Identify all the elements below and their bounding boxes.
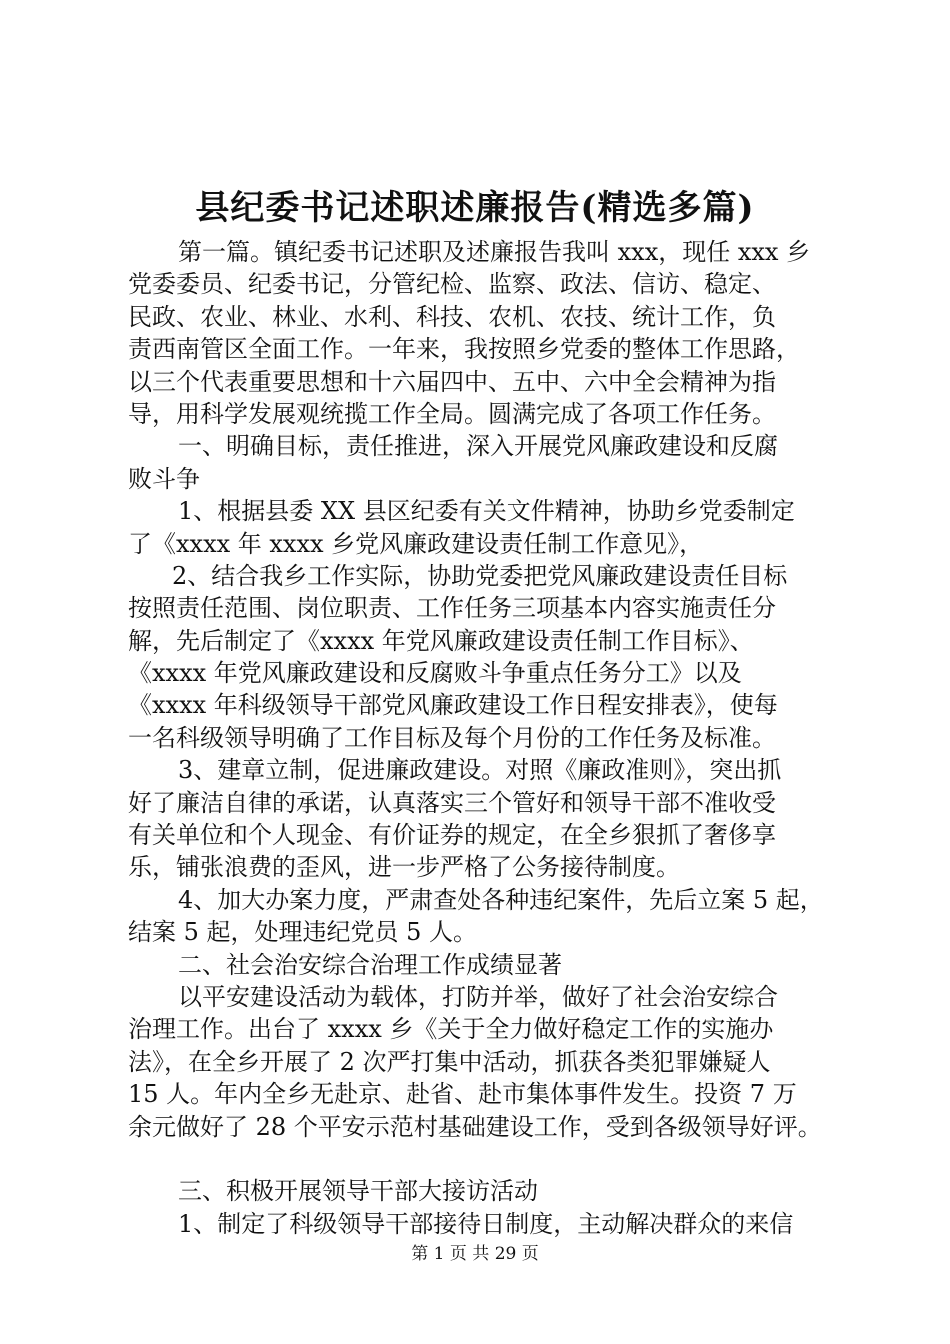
body-line: 第一篇。镇纪委书记述职及述廉报告我叫 xxx，现任 xxx 乡 [178, 238, 811, 266]
section-heading: 二、社会治安综合治理工作成绩显著 [178, 950, 562, 979]
body-line: 治理工作。出台了 xxxx 乡《关于全力做好稳定工作的实施办 [128, 1015, 774, 1044]
body-line: 1、根据县委 XX 县区纪委有关文件精神，协助乡党委制定 [178, 497, 795, 526]
page-number-footer: 第 1 页 共 29 页 [411, 1244, 539, 1264]
blank-line [128, 1143, 840, 1175]
body-line: 《xxxx 年科级领导干部党风廉政建设工作日程安排表》，使每 [128, 691, 778, 720]
body-line: 结案 5 起，处理违纪党员 5 人。 [128, 918, 478, 947]
body-line: 3、建章立制，促进廉政建设。对照《廉政准则》，突出抓 [178, 756, 782, 785]
body-line: 解，先后制定了《xxxx 年党风廉政建设责任制工作目标》、 [128, 626, 754, 655]
document-body [128, 236, 840, 1240]
body-line: 了《xxxx 年 xxxx 乡党风廉政建设责任制工作意见》， [128, 529, 704, 558]
body-line: 以平安建设活动为载体，打防并举，做好了社会治安综合 [178, 982, 778, 1011]
section-heading: 三、积极开展领导干部大接访活动 [178, 1177, 538, 1206]
body-line: 败斗争 [128, 464, 200, 493]
body-line: 导，用科学发展观统揽工作全局。圆满完成了各项工作任务。 [128, 399, 776, 428]
body-line: 党委委员、纪委书记，分管纪检、监察、政法、信访、稳定、 [128, 270, 776, 299]
document-title: 县纪委书记述职述廉报告(精选多篇) [195, 188, 755, 228]
body-line: 责西南管区全面工作。一年来，我按照乡党委的整体工作思路， [128, 335, 800, 364]
body-line: 法》，在全乡开展了 2 次严打集中活动，抓获各类犯罪嫌疑人 [128, 1047, 771, 1076]
body-line: 余元做好了 28 个平安示范村基础建设工作，受到各级领导好评。 [128, 1112, 822, 1141]
body-line: 一名科级领导明确了工作目标及每个月份的工作任务及标准。 [128, 723, 776, 752]
section-heading: 一、明确目标，责任推进，深入开展党风廉政建设和反腐 [178, 432, 778, 461]
body-line: 1、制定了科级领导干部接待日制度，主动解决群众的来信 [178, 1209, 794, 1238]
body-line: 乐，铺张浪费的歪风，进一步严格了公务接待制度。 [128, 853, 680, 882]
body-line: 2、结合我乡工作实际，协助党委把党风廉政建设责任目标 [172, 561, 788, 590]
body-line: 4、加大办案力度，严肃查处各种违纪案件，先后立案 5 起， [178, 885, 824, 914]
body-line: 民政、农业、林业、水利、科技、农机、农技、统计工作，负 [128, 302, 776, 331]
body-line: 《xxxx 年党风廉政建设和反腐败斗争重点任务分工》以及 [128, 659, 742, 688]
body-line: 好了廉洁自律的承诺，认真落实三个管好和领导干部不准收受 [128, 788, 776, 817]
body-line: 有关单位和个人现金、有价证券的规定，在全乡狠抓了奢侈享 [128, 821, 776, 850]
body-line: 15 人。年内全乡无赴京、赴省、赴市集体事件发生。投资 7 万 [128, 1080, 797, 1109]
body-line: 按照责任范围、岗位职责、工作任务三项基本内容实施责任分 [128, 594, 776, 623]
body-line: 以三个代表重要思想和十六届四中、五中、六中全会精神为指 [128, 367, 776, 396]
